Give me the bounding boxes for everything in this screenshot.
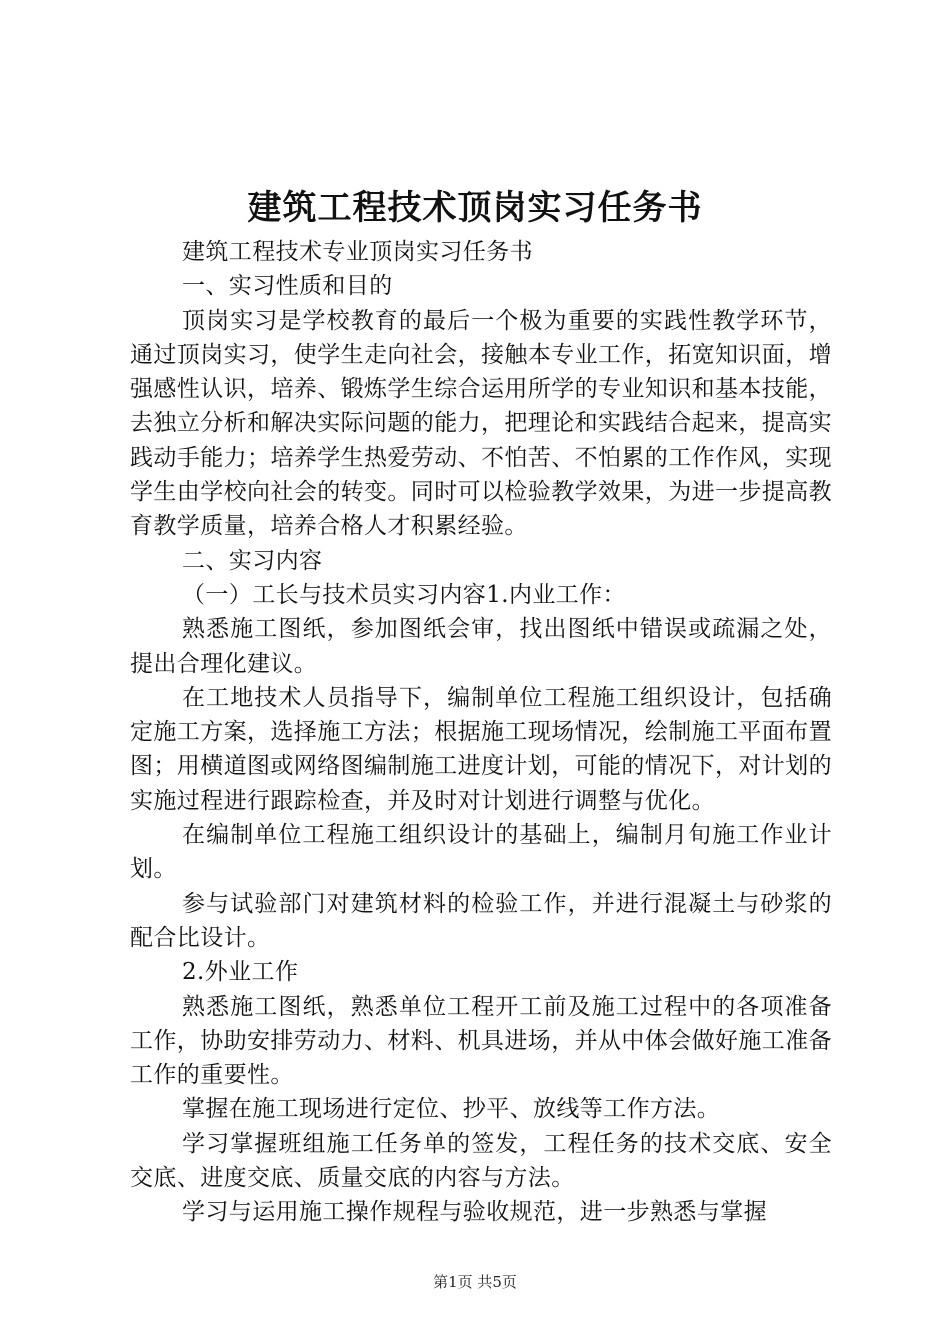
document-title: 建筑工程技术顶岗实习任务书	[247, 188, 703, 228]
paragraph-positioning: 掌握在施工现场进行定位、抄平、放线等工作方法。	[182, 1096, 721, 1123]
paragraph-material-testing: 参与试验部门对建筑材料的检验工作，并进行混凝土与砂浆的配合比设计。	[130, 890, 832, 951]
section-heading-content: 二、实习内容	[182, 547, 323, 574]
paragraph-construction-design: 在工地技术人员指导下，编制单位工程施工组织设计，包括确定施工方案，选择施工方法；根据施工现场情况，绘制施工平面布置图；用横道图或网络图编制施工进度计划，可能的情况下，对计划的实施过程进行跟踪检查，并及时对计划进行调整与优化。	[130, 684, 832, 814]
page-number-footer: 第1页 共5页	[433, 1273, 517, 1291]
section-heading-nature-purpose: 一、实习性质和目的	[182, 273, 393, 300]
paragraph-preparation-work: 熟悉施工图纸，熟悉单位工程开工前及施工过程中的各项准备工作，协助安排劳动力、材料、机具进场，并从中体会做好施工准备工作的重要性。	[130, 993, 832, 1089]
document-body	[130, 235, 832, 1230]
paragraph-subtitle: 建筑工程技术专业顶岗实习任务书	[182, 239, 533, 265]
paragraph-internship-purpose: 顶岗实习是学校教育的最后一个极为重要的实践性教学环节，通过顶岗实习，使学生走向社会，接触本专业工作，拓宽知识面，增强感性认识，培养、锻炼学生综合运用所学的专业知识和基本技能，去独立分析和解决实际问题的能力，把理论和实践结合起来，提高实践动手能力；培养学生热爱劳动、不怕苦、不怕累的工作作风，实现学生由学校向社会的转变。同时可以检验教学效果，为进一步提高教育教学质量，培养合格人才积累经验。	[130, 307, 832, 540]
subsection-heading-foreman: （一）工长与技术员实习内容1.内业工作：	[182, 581, 626, 608]
subsection-heading-field-work: 2.外业工作	[182, 959, 299, 986]
paragraph-task-orders: 学习掌握班组施工任务单的签发，工程任务的技术交底、安全交底、进度交底、质量交底的内容与方法。	[130, 1130, 832, 1192]
paragraph-regulations: 学习与运用施工操作规程与验收规范，进一步熟悉与掌握	[182, 1199, 767, 1226]
paragraph-drawings-review: 熟悉施工图纸，参加图纸会审，找出图纸中错误或疏漏之处，提出合理化建议。	[130, 616, 832, 677]
paragraph-work-plan: 在编制单位工程施工组织设计的基础上，编制月旬施工作业计划。	[130, 822, 832, 883]
